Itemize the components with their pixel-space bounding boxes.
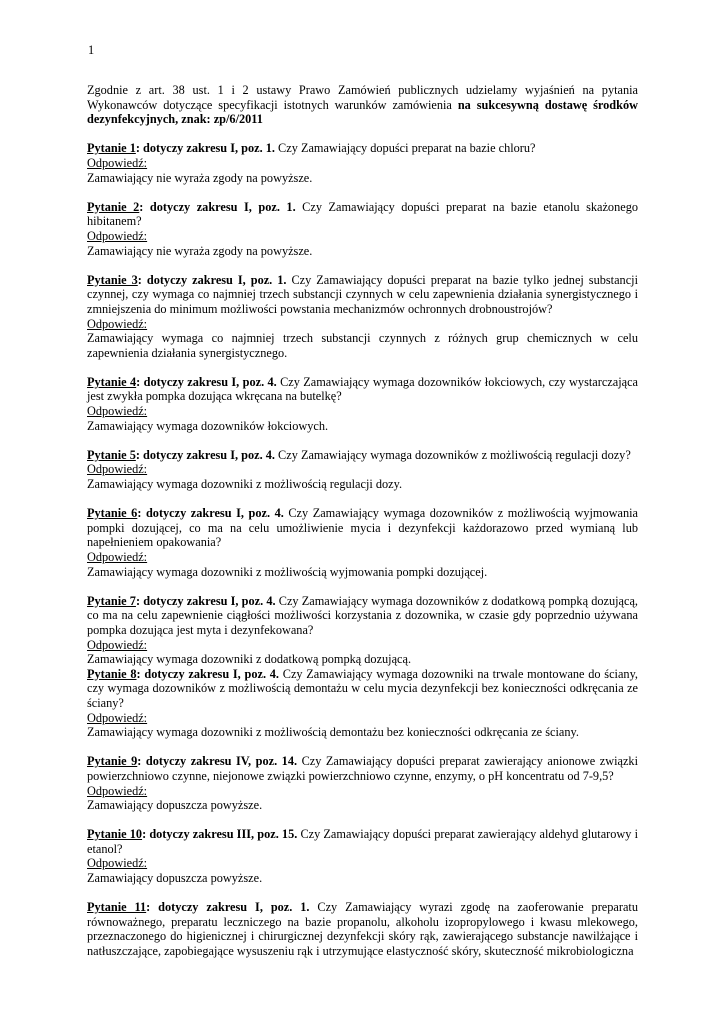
question-block-10 — [87, 827, 638, 885]
answer-label: Odpowiedź: — [87, 637, 148, 652]
question-scope: : dotyczy zakresu I, poz. 1. — [139, 199, 296, 214]
question-scope: : dotyczy zakresu I, poz. 4. — [135, 593, 276, 608]
question-block-3 — [87, 273, 638, 361]
question-label: Pytanie 1 — [87, 141, 136, 156]
question-label: Pytanie 8 — [87, 666, 137, 681]
answer-label: Odpowiedź: — [87, 228, 148, 243]
question-body: Czy Zamawiający wymaga dozowników z dodatkową pompką dozującą, co ma na celu zapewnienie ciągłości możliwości korzystania z dozownika, w czasie gdy poprzednio używana pompka dozująca jest myta i dezynfekowana? — [87, 593, 638, 637]
answer-text: Zamawiający wymaga dozowniki z możliwością demontażu bez konieczności odkręcania ze ściany. — [87, 725, 579, 740]
question-block-7 — [87, 594, 638, 667]
answer-text: Zamawiający nie wyraża zgody na powyższe. — [87, 243, 313, 258]
question-label: Pytanie 10 — [87, 827, 143, 842]
document-content — [87, 83, 638, 959]
question-body: Czy Zamawiający wymaga dozowników z możliwością wyjmowania pompki dozującej, co ma na celu umożliwienie mycia i dezynfekcji każdorazowo przed wymianą lub napełnieniem opakowania? — [87, 506, 638, 550]
question-block-9 — [87, 754, 638, 812]
question-text — [87, 827, 638, 856]
intro-paragraph — [87, 83, 638, 127]
question-text — [87, 506, 638, 550]
question-body: Czy Zamawiający dopuści preparat na bazie tylko jednej substancji czynnej, czy wymaga co najmniej trzech substancji czynnych w celu zapewnienia działania synergistycznego i zmniejszenia do minimum możliwości powstania mechanizmów ochronnych drobnoustrojów? — [87, 272, 638, 316]
question-text — [87, 141, 638, 156]
question-body: Czy Zamawiający dopuści preparat na bazie etanolu skażonego hibitanem? — [87, 199, 638, 229]
question-block-11 — [87, 900, 638, 958]
question-body: Czy Zamawiający dopuści preparat zawierający aldehyd glutarowy i etanol? — [87, 827, 638, 856]
question-scope: : dotyczy zakresu I, poz. 4. — [137, 506, 284, 521]
question-scope: : dotyczy zakresu I, poz. 4. — [136, 666, 279, 681]
question-label: Pytanie 3 — [87, 272, 138, 287]
question-scope: : dotyczy zakresu I, poz. 1. — [146, 900, 310, 915]
question-block-8 — [87, 667, 638, 740]
question-body: Czy Zamawiający dopuści preparat zawierający anionowe związki powierzchniowo czynne, niejonowe związki powierzchniowo czynne, enzymy, o pH koncentratu od 7-9,5? — [87, 754, 638, 783]
question-label: Pytanie 5 — [87, 447, 136, 462]
question-label: Pytanie 6 — [87, 506, 138, 521]
answer-label: Odpowiedź: — [87, 404, 148, 419]
answer-text: Zamawiający nie wyraża zgody na powyższe. — [87, 170, 313, 185]
question-label: Pytanie 7 — [87, 593, 136, 608]
question-scope: : dotyczy zakresu I, poz. 4. — [135, 447, 275, 462]
answer-label: Odpowiedź: — [87, 462, 148, 477]
question-text — [87, 594, 638, 638]
qa-list — [87, 141, 638, 885]
intro-text: Zgodnie z art. 38 ust. 1 i 2 ustawy Prawo Zamówień publicznych udzielamy wyjaśnień na pytania Wykonawców dotyczące specyfikacji istotnych warunków zamówienia — [87, 83, 638, 112]
question-text — [87, 273, 638, 317]
answer-label: Odpowiedź: — [87, 856, 148, 871]
question-scope: : dotyczy zakresu III, poz. 15. — [142, 827, 298, 842]
question-label: Pytanie 4 — [87, 374, 137, 389]
question-label: Pytanie 9 — [87, 754, 138, 769]
question-scope: : dotyczy zakresu I, poz. 4. — [136, 374, 277, 389]
answer-text: Zamawiający dopuszcza powyższe. — [87, 871, 263, 886]
question-scope: : dotyczy zakresu I, poz. 1. — [137, 272, 287, 287]
answer-text: Zamawiający wymaga dozowniki z możliwością regulacji dozy. — [87, 477, 403, 492]
question-block-4 — [87, 375, 638, 433]
question-scope: : dotyczy zakresu I, poz. 1. — [135, 141, 275, 156]
answer-label: Odpowiedź: — [87, 155, 148, 170]
question-text — [87, 754, 638, 783]
question-block-1 — [87, 141, 638, 185]
answer-text: Zamawiający wymaga dozowniki z możliwością wyjmowania pompki dozującej. — [87, 564, 488, 579]
question-body: Czy Zamawiający wymaga dozowników z możliwością regulacji dozy? — [274, 447, 631, 462]
answer-text: Zamawiający dopuszcza powyższe. — [87, 798, 263, 813]
question-body: Czy Zamawiający dopuści preparat na bazie chloru? — [274, 141, 536, 156]
answer-label: Odpowiedź: — [87, 783, 148, 798]
answer-label: Odpowiedź: — [87, 316, 148, 331]
question-body: Czy Zamawiający wymaga dozowniki na trwale montowane do ściany, czy wymaga dozowników z możliwością demontażu w celu mycia dezynfekcji bez konieczności odkręcania ze ściany? — [87, 666, 638, 710]
intro-subject: na sukcesywną dostawę środków dezynfekcyjnych, znak: zp/6/2011 — [87, 97, 638, 127]
question-text — [87, 667, 638, 711]
answer-label: Odpowiedź: — [87, 550, 148, 564]
question-body: Czy Zamawiający wymaga dozowników łokciowych, czy wystarczająca jest zwykła pompka dozująca wkręcana na butelkę? — [87, 374, 638, 404]
question-block-6 — [87, 506, 638, 579]
question-body: Czy Zamawiający wyrazi zgodę na zaoferowanie preparatu równoważnego, preparatu leczniczego na bazie propanolu, alkoholu izopropylowego i kwasu mlekowego, przeznaczonego do higienicznej i chirurgicznej dezynfekcji skóry rąk, zawierającego substancje nawilżające i natłuszczające, zapobiegające wysuszeniu rąk i utrzymujące elastyczność skóry, skuteczność mikrobiologiczna — [87, 900, 638, 959]
question-text — [87, 375, 638, 404]
answer-text: Zamawiający wymaga dozowników łokciowych. — [87, 418, 329, 433]
page-number: 1 — [88, 43, 95, 57]
question-block-5 — [87, 448, 638, 492]
question-label: Pytanie 2 — [87, 199, 140, 214]
question-scope: : dotyczy zakresu IV, poz. 14. — [137, 754, 298, 769]
question-text — [87, 448, 638, 463]
question-block-2 — [87, 200, 638, 258]
answer-label: Odpowiedź: — [87, 710, 148, 725]
question-label: Pytanie 11 — [87, 900, 147, 915]
answer-text: Zamawiający wymaga dozowniki z dodatkową pompką dozującą. — [87, 652, 412, 667]
question-text — [87, 200, 638, 229]
answer-text: Zamawiający wymaga co najmniej trzech substancji czynnych z różnych grup chemicznych w celu zapewnienia działania synergistycznego. — [87, 331, 638, 360]
question-text — [87, 900, 638, 958]
